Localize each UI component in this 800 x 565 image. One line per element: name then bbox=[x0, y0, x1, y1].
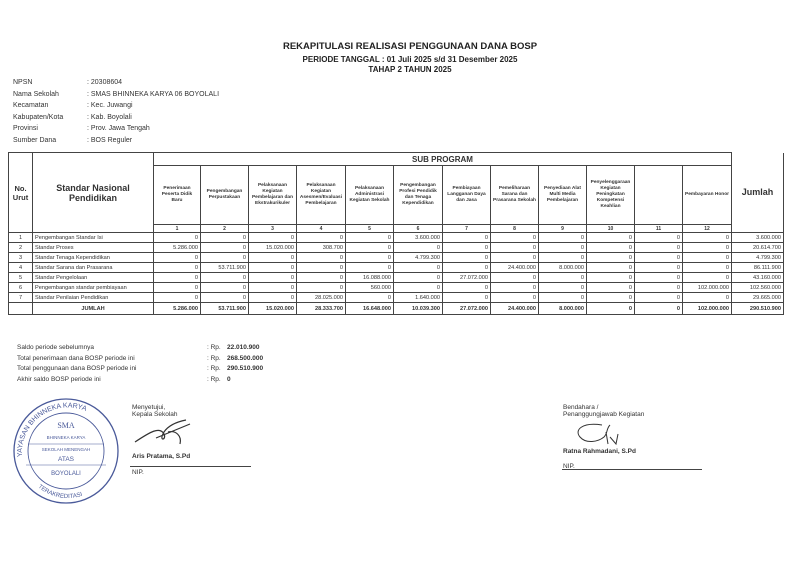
column-header: Pelaksanaan Administrasi Kegiatan Sekolah bbox=[346, 166, 394, 225]
school-stamp bbox=[8, 395, 126, 505]
principal-signature bbox=[130, 418, 200, 446]
row-value: 4.799.300 bbox=[394, 253, 443, 263]
row-value: 0 bbox=[394, 243, 443, 253]
total-value: 53.711.900 bbox=[201, 303, 249, 315]
column-header: Pembiayaan Langganan Daya dan Jasa bbox=[443, 166, 491, 225]
column-number: 10 bbox=[587, 225, 635, 233]
row-value: 0 bbox=[297, 273, 346, 283]
row-value: 0 bbox=[491, 293, 539, 303]
row-number: 1 bbox=[9, 233, 33, 243]
row-value: 0 bbox=[443, 233, 491, 243]
column-number: 1 bbox=[154, 225, 201, 233]
row-value: 0 bbox=[154, 273, 201, 283]
row-value: 0 bbox=[683, 273, 732, 283]
column-header: Pelaksanaan Kegiatan Asesmen/Evaluasi Pembelajaran bbox=[297, 166, 346, 225]
row-value: 0 bbox=[635, 253, 683, 263]
column-header: Pelaksanaan Kegiatan Pembelajaran dan Ekstrakurikuler bbox=[249, 166, 297, 225]
total-value: 0 bbox=[587, 303, 635, 315]
total-value: 27.072.000 bbox=[443, 303, 491, 315]
row-value: 0 bbox=[491, 253, 539, 263]
row-value: 308.700 bbox=[297, 243, 346, 253]
row-value: 0 bbox=[443, 243, 491, 253]
row-value: 0 bbox=[249, 293, 297, 303]
row-standard-name: Pengembangan Standar Isi bbox=[33, 233, 154, 243]
no-header: No. Urut bbox=[9, 153, 33, 233]
treasurer-nip: NIP. bbox=[563, 463, 575, 470]
summary-currency: : Rp. bbox=[207, 354, 221, 362]
row-value: 0 bbox=[201, 293, 249, 303]
summary-value: 0 bbox=[227, 375, 231, 383]
signature-line-right bbox=[562, 469, 702, 470]
column-header: Pengembangan Profesi Pendidik dan Tenaga Kependidikan bbox=[394, 166, 443, 225]
row-value: 5.286.000 bbox=[154, 243, 201, 253]
row-value: 24.400.000 bbox=[491, 263, 539, 273]
summary-row bbox=[17, 344, 263, 355]
summary-value: 268.500.000 bbox=[227, 354, 264, 362]
info-label: Sumber Dana bbox=[13, 136, 57, 144]
info-label: NPSN bbox=[13, 79, 33, 86]
row-value: 28.025.000 bbox=[297, 293, 346, 303]
sub-program-header: SUB PROGRAM bbox=[154, 153, 732, 166]
approval-label: Menyetujui, bbox=[132, 404, 166, 411]
realization-table bbox=[8, 152, 784, 315]
row-value: 0 bbox=[249, 263, 297, 273]
stamp-text-city: BOYOLALI bbox=[51, 471, 81, 477]
column-number: 8 bbox=[491, 225, 539, 233]
row-value: 0 bbox=[587, 243, 635, 253]
treasurer-signature bbox=[572, 422, 622, 446]
info-label: Provinsi bbox=[13, 125, 38, 133]
report-stage: TAHAP 2 TAHUN 2025 bbox=[368, 65, 452, 74]
row-number: 3 bbox=[9, 253, 33, 263]
summary-label: Saldo periode sebelumnya bbox=[17, 344, 94, 351]
row-value: 0 bbox=[683, 233, 732, 243]
column-header: Penyediaan Alat Multi Media Pembelajaran bbox=[539, 166, 587, 225]
summary-currency: : Rp. bbox=[207, 344, 221, 351]
treasurer-label: Bendahara / bbox=[563, 404, 599, 411]
row-value: 0 bbox=[539, 273, 587, 283]
info-row-school-name bbox=[13, 91, 219, 103]
info-value: : Kab. Boyolali bbox=[87, 113, 132, 121]
stamp-text-atas: ATAS bbox=[57, 456, 75, 463]
row-value: 0 bbox=[635, 283, 683, 293]
table-body bbox=[9, 233, 784, 315]
row-value: 560.000 bbox=[346, 283, 394, 293]
row-value: 0 bbox=[201, 283, 249, 293]
info-row-regency bbox=[13, 114, 219, 126]
column-number: 11 bbox=[635, 225, 683, 233]
row-value: 27.072.000 bbox=[443, 273, 491, 283]
row-value: 0 bbox=[154, 283, 201, 293]
row-value: 0 bbox=[394, 273, 443, 283]
table-row bbox=[9, 253, 784, 263]
table-header bbox=[9, 153, 784, 233]
stamp-text-top: YAYASAN BHINNEKA KARYA bbox=[16, 402, 88, 458]
row-value: 0 bbox=[297, 233, 346, 243]
standar-header: Standar Nasional Pendidikan bbox=[33, 153, 154, 233]
stamp-text-bottom: TERAKREDITASI bbox=[36, 483, 84, 501]
info-label: Kecamatan bbox=[13, 102, 49, 110]
total-value: 16.648.000 bbox=[346, 303, 394, 315]
row-number: 4 bbox=[9, 263, 33, 273]
table-row bbox=[9, 233, 784, 243]
row-value: 0 bbox=[491, 283, 539, 293]
column-header: Penerimaan Peserta Didik Baru bbox=[154, 166, 201, 225]
total-value: 10.039.300 bbox=[394, 303, 443, 315]
summary-currency: : Rp. bbox=[207, 375, 221, 383]
row-value: 0 bbox=[635, 263, 683, 273]
row-value: 0 bbox=[201, 233, 249, 243]
total-value: 102.000.000 bbox=[683, 303, 732, 315]
row-value: 0 bbox=[539, 233, 587, 243]
row-value: 0 bbox=[297, 283, 346, 293]
stamp-text-level: SEKOLAH MENENGAH bbox=[41, 447, 91, 452]
total-value: 0 bbox=[635, 303, 683, 315]
info-value: : Kec. Juwangi bbox=[87, 102, 133, 110]
column-header: Penyelenggaraan Kegiatan Peningkatan Kompetensi Keahlian bbox=[587, 166, 635, 225]
row-value: 0 bbox=[154, 233, 201, 243]
info-row-district bbox=[13, 102, 219, 114]
info-row-fund-source bbox=[13, 137, 219, 149]
total-row-blank bbox=[9, 303, 33, 315]
total-value: 28.333.700 bbox=[297, 303, 346, 315]
row-standard-name: Standar Proses bbox=[33, 243, 154, 253]
row-value: 0 bbox=[346, 243, 394, 253]
row-value: 3.600.000 bbox=[394, 233, 443, 243]
row-standard-name: Standar Tenaga Kependidikan bbox=[33, 253, 154, 263]
column-header: Pengembangan Perpustakaan bbox=[201, 166, 249, 225]
column-number: 4 bbox=[297, 225, 346, 233]
row-value: 0 bbox=[587, 253, 635, 263]
total-value: 24.400.000 bbox=[491, 303, 539, 315]
row-number: 5 bbox=[9, 273, 33, 283]
row-value: 0 bbox=[346, 263, 394, 273]
summary-label: Total penerimaan dana BOSP periode ini bbox=[17, 354, 135, 362]
row-value: 102.000.000 bbox=[683, 283, 732, 293]
column-number: 5 bbox=[346, 225, 394, 233]
row-value: 15.020.000 bbox=[249, 243, 297, 253]
row-value: 0 bbox=[154, 293, 201, 303]
row-value: 0 bbox=[587, 233, 635, 243]
row-value: 0 bbox=[491, 233, 539, 243]
row-value: 0 bbox=[587, 263, 635, 273]
principal-name: Aris Pratama, S.Pd bbox=[132, 453, 191, 460]
row-total: 29.665.000 bbox=[732, 293, 784, 303]
column-header: Pemeliharaan Sarana dan Prasarana Sekolah bbox=[491, 166, 539, 225]
info-value: : SMAS BHINNEKA KARYA 06 BOYOLALI bbox=[87, 90, 220, 98]
info-row-npsn bbox=[13, 79, 219, 91]
info-label: Nama Sekolah bbox=[13, 90, 59, 98]
row-standard-name: Pengembangan standar pembiayaan bbox=[33, 283, 154, 293]
grand-total: 290.510.900 bbox=[732, 303, 784, 315]
summary-label: Total penggunaan dana BOSP periode ini bbox=[17, 365, 137, 373]
total-row bbox=[9, 303, 784, 315]
table-row bbox=[9, 263, 784, 273]
table-row bbox=[9, 273, 784, 283]
row-value: 53.711.900 bbox=[201, 263, 249, 273]
row-value: 0 bbox=[635, 293, 683, 303]
row-value: 0 bbox=[297, 263, 346, 273]
row-total: 43.160.000 bbox=[732, 273, 784, 283]
row-value: 0 bbox=[201, 243, 249, 253]
total-value: 5.286.000 bbox=[154, 303, 201, 315]
row-value: 0 bbox=[491, 243, 539, 253]
table-row bbox=[9, 283, 784, 293]
report-title: REKAPITULASI REALISASI PENGGUNAAN DANA BOSP bbox=[282, 41, 538, 52]
report-period: PERIODE TANGGAL : 01 Juli 2025 s/d 31 Desember 2025 bbox=[302, 55, 518, 64]
stamp-text-sma: SMA bbox=[57, 421, 75, 430]
info-label: Kabupaten/Kota bbox=[13, 113, 64, 121]
row-value: 0 bbox=[201, 253, 249, 263]
row-value: 0 bbox=[443, 253, 491, 263]
row-total: 20.614.700 bbox=[732, 243, 784, 253]
column-header: Pembayaran Honor bbox=[683, 166, 732, 225]
row-standard-name: Standar Penilaian Pendidikan bbox=[33, 293, 154, 303]
info-value: : 20308604 bbox=[87, 79, 123, 86]
row-number: 7 bbox=[9, 293, 33, 303]
row-value: 0 bbox=[587, 293, 635, 303]
treasurer-name: Ratna Rahmadani, S.Pd bbox=[563, 448, 636, 455]
summary-row bbox=[17, 376, 263, 387]
row-standard-name: Standar Pengelolaan bbox=[33, 273, 154, 283]
school-info bbox=[13, 79, 219, 149]
row-value: 0 bbox=[249, 273, 297, 283]
row-total: 102.560.000 bbox=[732, 283, 784, 293]
row-value: 0 bbox=[394, 283, 443, 293]
row-value: 0 bbox=[683, 243, 732, 253]
row-value: 0 bbox=[249, 233, 297, 243]
row-value: 0 bbox=[683, 293, 732, 303]
summary-label: Akhir saldo BOSP periode ini bbox=[17, 375, 101, 383]
row-value: 0 bbox=[683, 253, 732, 263]
row-value: 0 bbox=[443, 263, 491, 273]
row-total: 3.600.000 bbox=[732, 233, 784, 243]
treasurer-title: Penanggungjawab Kegiatan bbox=[563, 411, 645, 418]
row-value: 0 bbox=[154, 263, 201, 273]
table-row bbox=[9, 293, 784, 303]
total-value: 15.020.000 bbox=[249, 303, 297, 315]
row-value: 0 bbox=[587, 283, 635, 293]
column-number: 6 bbox=[394, 225, 443, 233]
summary-row bbox=[17, 355, 263, 366]
summary-currency: : Rp. bbox=[207, 365, 221, 373]
summary-value: 290.510.900 bbox=[227, 365, 264, 373]
row-value: 0 bbox=[346, 253, 394, 263]
table-row bbox=[9, 243, 784, 253]
info-row-province bbox=[13, 125, 219, 137]
row-value: 0 bbox=[635, 233, 683, 243]
principal-nip: NIP. bbox=[132, 469, 144, 476]
row-value: 16.088.000 bbox=[346, 273, 394, 283]
row-value: 0 bbox=[154, 253, 201, 263]
summary-row bbox=[17, 365, 263, 376]
row-total: 4.799.300 bbox=[732, 253, 784, 263]
fund-summary bbox=[17, 344, 263, 386]
signature-line-left bbox=[130, 466, 251, 467]
row-value: 0 bbox=[443, 293, 491, 303]
row-value: 0 bbox=[297, 253, 346, 263]
row-value: 0 bbox=[346, 293, 394, 303]
row-value: 0 bbox=[249, 283, 297, 293]
principal-title: Kepala Sekolah bbox=[132, 411, 178, 418]
total-label: JUMLAH bbox=[33, 303, 154, 315]
row-value: 0 bbox=[587, 273, 635, 283]
row-value: 0 bbox=[249, 253, 297, 263]
total-value: 8.000.000 bbox=[539, 303, 587, 315]
column-header bbox=[635, 166, 683, 225]
row-value: 1.640.000 bbox=[394, 293, 443, 303]
row-value: 0 bbox=[539, 293, 587, 303]
row-value: 0 bbox=[346, 233, 394, 243]
row-number: 2 bbox=[9, 243, 33, 253]
row-value: 0 bbox=[394, 263, 443, 273]
info-value: : BOS Reguler bbox=[87, 136, 133, 144]
row-standard-name: Standar Sarana dan Prasarana bbox=[33, 263, 154, 273]
row-value: 0 bbox=[539, 243, 587, 253]
stamp-text-school: BHINNEKA KARYA bbox=[46, 435, 86, 440]
column-number: 7 bbox=[443, 225, 491, 233]
row-value: 0 bbox=[683, 263, 732, 273]
row-total: 86.111.900 bbox=[732, 263, 784, 273]
row-value: 0 bbox=[539, 253, 587, 263]
row-value: 0 bbox=[443, 283, 491, 293]
row-value: 0 bbox=[539, 283, 587, 293]
column-number: 3 bbox=[249, 225, 297, 233]
row-value: 0 bbox=[201, 273, 249, 283]
info-value: : Prov. Jawa Tengah bbox=[87, 125, 150, 133]
row-number: 6 bbox=[9, 283, 33, 293]
summary-value: 22.010.900 bbox=[227, 344, 260, 351]
jumlah-header: Jumlah bbox=[732, 153, 784, 233]
row-value: 8.000.000 bbox=[539, 263, 587, 273]
column-number: 2 bbox=[201, 225, 249, 233]
row-value: 0 bbox=[491, 273, 539, 283]
row-value: 0 bbox=[635, 273, 683, 283]
column-number: 9 bbox=[539, 225, 587, 233]
column-number: 12 bbox=[683, 225, 732, 233]
row-value: 0 bbox=[635, 243, 683, 253]
